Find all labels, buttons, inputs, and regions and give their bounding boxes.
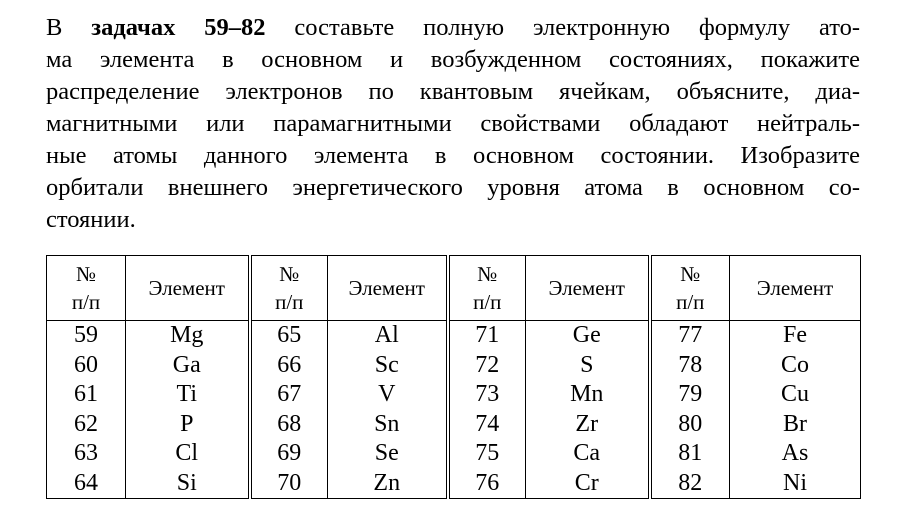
- element-symbol: Mn: [526, 380, 650, 410]
- element-symbol: Cr: [526, 469, 650, 499]
- element-symbol: Co: [730, 351, 861, 381]
- element-symbol: Ca: [526, 439, 650, 469]
- element-symbol: V: [328, 380, 448, 410]
- element-symbol: S: [526, 351, 650, 381]
- task-number: 62: [47, 410, 126, 440]
- header-element: Элемент: [730, 256, 861, 321]
- element-symbol: Ge: [526, 321, 650, 351]
- header-element: Элемент: [526, 256, 650, 321]
- task-number: 78: [650, 351, 730, 381]
- element-symbol: Cl: [126, 439, 250, 469]
- paragraph-line: стоянии.: [46, 206, 136, 233]
- element-symbol: Br: [730, 410, 861, 440]
- task-number: 71: [448, 321, 526, 351]
- header-element: Элемент: [328, 256, 448, 321]
- task-number: 64: [47, 469, 126, 499]
- task-number: 82: [650, 469, 730, 499]
- element-symbol: Ni: [730, 469, 861, 499]
- table-row: [47, 469, 861, 499]
- task-number: 74: [448, 410, 526, 440]
- paragraph-line: распределение электронов по квантовым ячейкам, объясните, диа-: [46, 78, 860, 105]
- element-symbol: Sn: [328, 410, 448, 440]
- task-number: 68: [250, 410, 328, 440]
- element-symbol: Cu: [730, 380, 861, 410]
- task-number: 75: [448, 439, 526, 469]
- task-number: 72: [448, 351, 526, 381]
- header-number: № п/п: [448, 256, 526, 321]
- paragraph-line: магнитными или парамагнитными свойствами обладают нейтраль-: [46, 110, 860, 137]
- elements-table: [46, 255, 861, 499]
- text-segment: составьте полную электронную формулу ато-: [265, 14, 861, 41]
- header-number: № п/п: [250, 256, 328, 321]
- text-segment: В: [46, 14, 92, 41]
- paragraph-line: ма элемента в основном и возбужденном состояниях, покажите: [46, 46, 860, 73]
- task-number: 77: [650, 321, 730, 351]
- element-symbol: Mg: [126, 321, 250, 351]
- table-body: [47, 321, 861, 499]
- task-number: 66: [250, 351, 328, 381]
- element-symbol: Zn: [328, 469, 448, 499]
- header-number: № п/п: [650, 256, 730, 321]
- task-number: 59: [47, 321, 126, 351]
- task-number: 81: [650, 439, 730, 469]
- table-row: [47, 380, 861, 410]
- element-symbol: Al: [328, 321, 448, 351]
- element-symbol: Ti: [126, 380, 250, 410]
- paragraph-line: [46, 12, 860, 44]
- element-symbol: Sc: [328, 351, 448, 381]
- element-symbol: As: [730, 439, 861, 469]
- instructions-paragraph: [46, 12, 860, 236]
- table-row: [47, 351, 861, 381]
- paragraph-line: ные атомы данного элемента в основном состоянии. Изобразите: [46, 142, 860, 169]
- element-symbol: Ga: [126, 351, 250, 381]
- element-symbol: Zr: [526, 410, 650, 440]
- task-number: 61: [47, 380, 126, 410]
- task-number: 65: [250, 321, 328, 351]
- task-number: 79: [650, 380, 730, 410]
- table-row: [47, 321, 861, 351]
- task-number: 76: [448, 469, 526, 499]
- table-row: [47, 410, 861, 440]
- task-number: 67: [250, 380, 328, 410]
- table-row: [47, 439, 861, 469]
- task-number: 69: [250, 439, 328, 469]
- paragraph-line: орбитали внешнего энергетического уровня атома в основном со-: [46, 174, 860, 201]
- header-element: Элемент: [126, 256, 250, 321]
- element-symbol: Se: [328, 439, 448, 469]
- header-number: № п/п: [47, 256, 126, 321]
- task-number: 73: [448, 380, 526, 410]
- element-symbol: Si: [126, 469, 250, 499]
- task-range-bold: задачах 59–82: [91, 14, 266, 41]
- element-symbol: P: [126, 410, 250, 440]
- table-header-row: [47, 256, 861, 321]
- task-number: 70: [250, 469, 328, 499]
- task-number: 60: [47, 351, 126, 381]
- element-symbol: Fe: [730, 321, 861, 351]
- task-number: 63: [47, 439, 126, 469]
- task-number: 80: [650, 410, 730, 440]
